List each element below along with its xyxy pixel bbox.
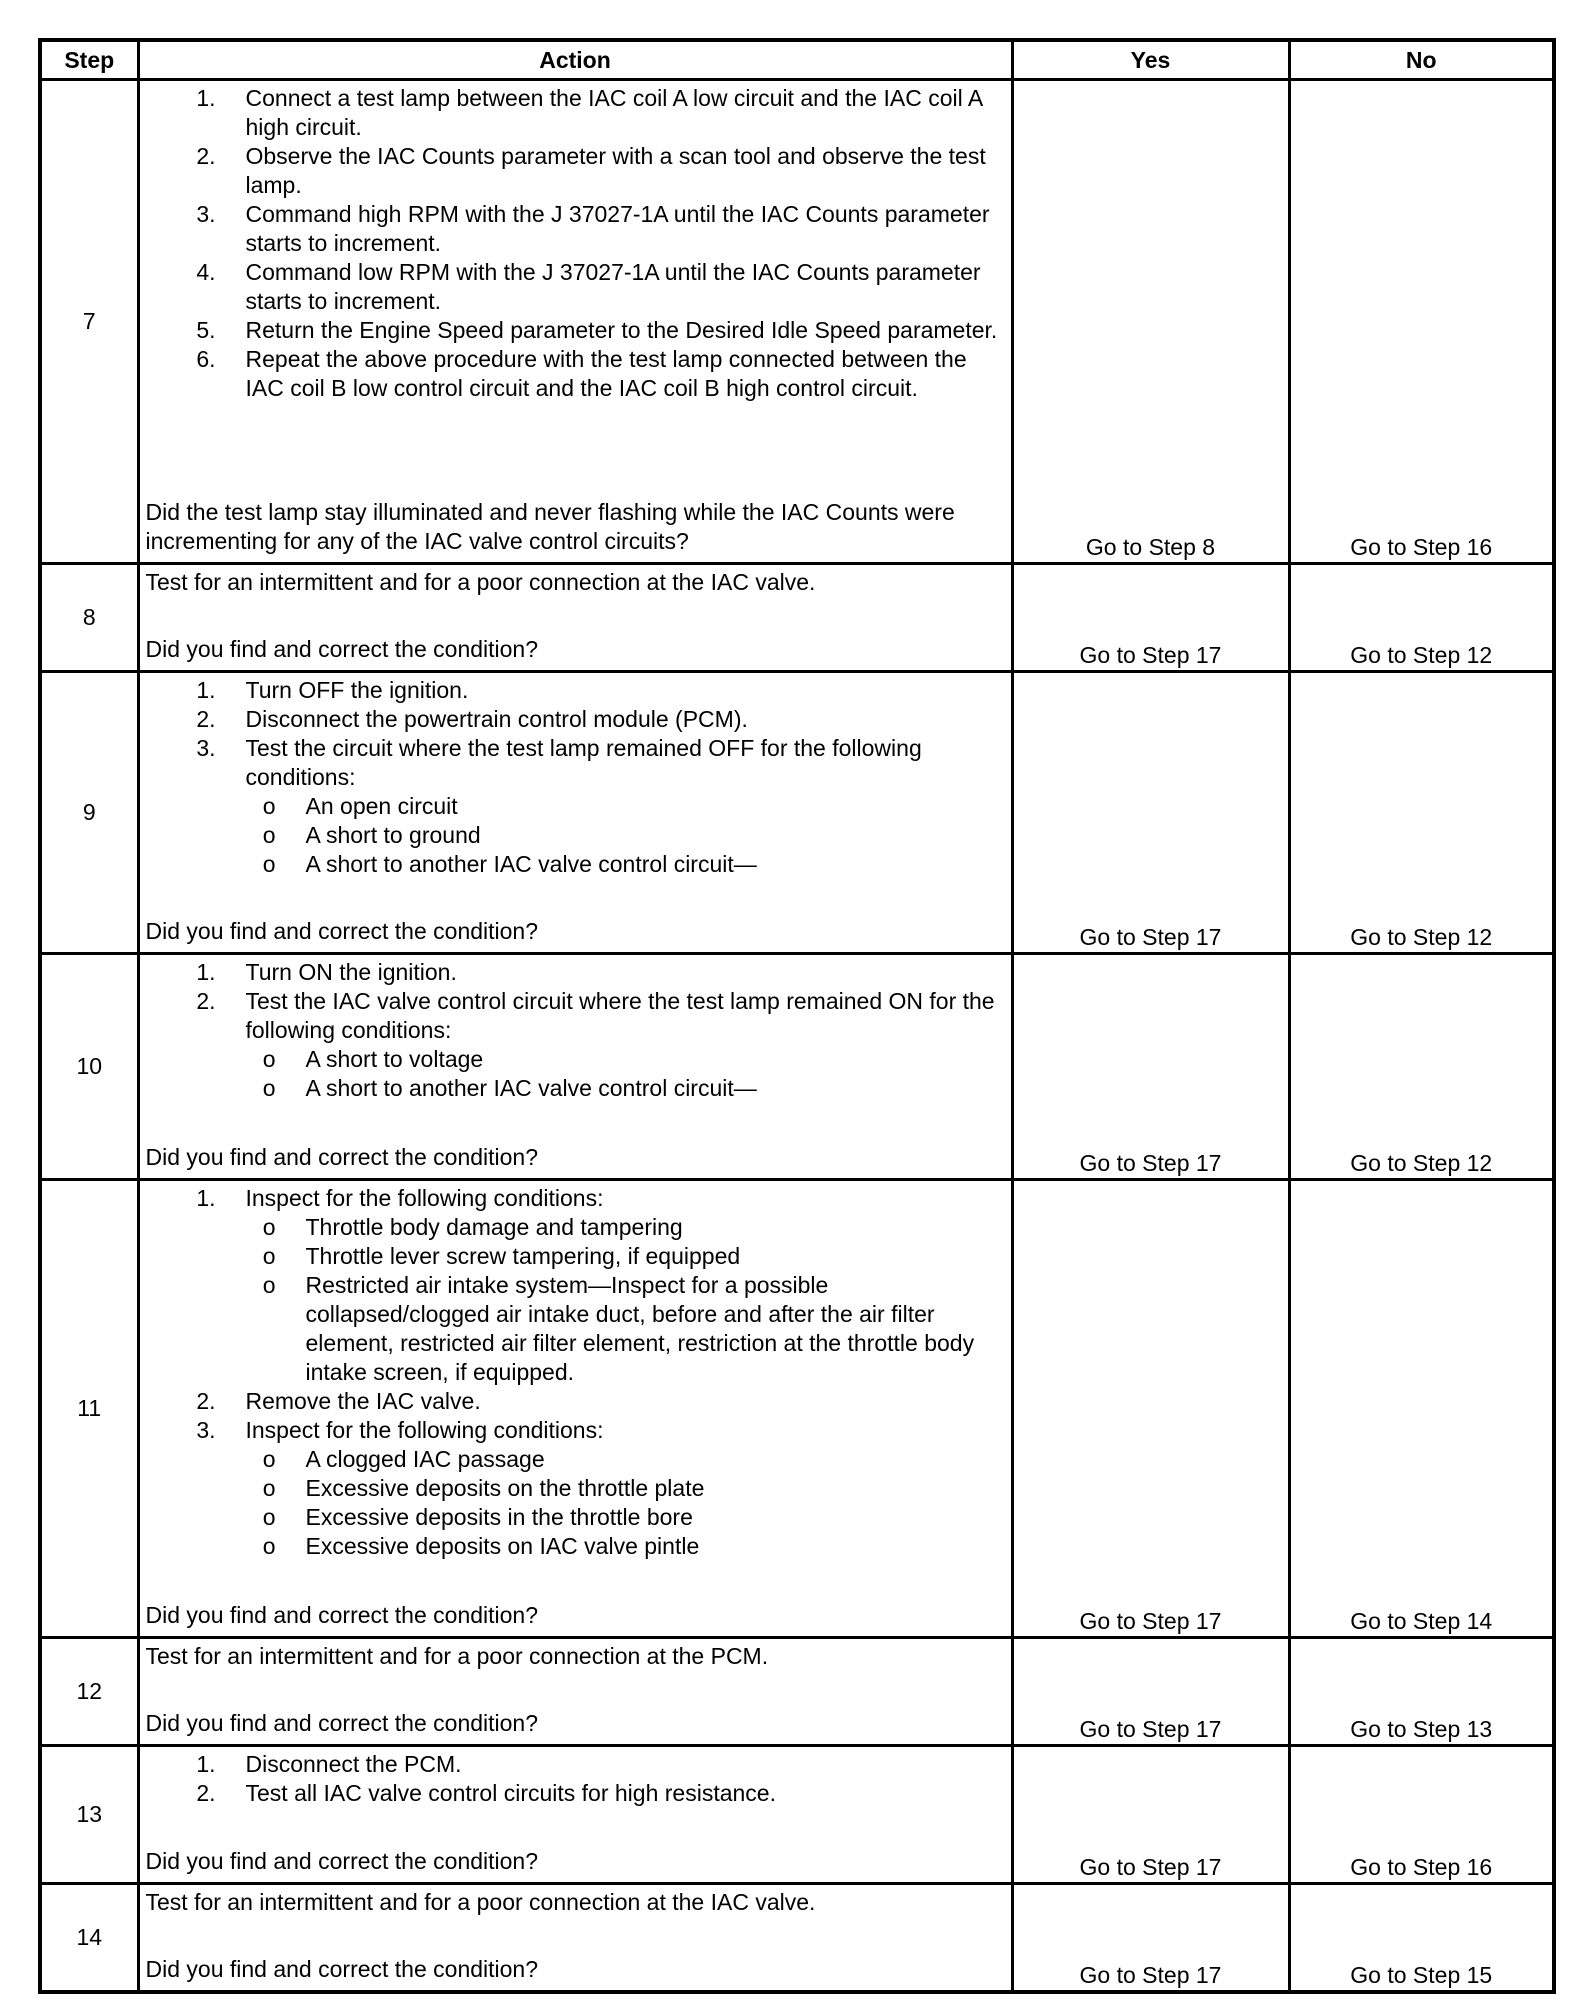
list-number: 1.: [196, 959, 216, 985]
sub-list-text: A short to voltage: [305, 1046, 484, 1072]
header-yes: Yes: [1012, 40, 1289, 80]
list-number: 5.: [196, 317, 216, 343]
action-intro: Test for an intermittent and for a poor connection at the PCM.: [145, 1643, 769, 1669]
header-row: [40, 40, 1554, 80]
sub-list-item: [146, 1045, 1005, 1074]
sub-list-text: Throttle lever screw tampering, if equipped: [305, 1243, 741, 1269]
list-number: 1.: [196, 85, 216, 111]
header-step: Step: [40, 40, 138, 80]
numbered-list: [146, 1184, 1005, 1561]
list-number: 4.: [196, 259, 216, 285]
table-row: [40, 1638, 1554, 1746]
step-number: 12: [40, 1638, 138, 1746]
action-question: Did you find and correct the condition?: [145, 636, 539, 662]
action-cell: [138, 1884, 1012, 1992]
list-number: 6.: [196, 346, 216, 372]
diagnostic-table-page: [38, 38, 1552, 1994]
bullet-marker: o: [262, 1046, 276, 1072]
action-cell: [138, 1180, 1012, 1638]
yes-result: Go to Step 17: [1012, 1180, 1289, 1638]
yes-result: Go to Step 17: [1012, 954, 1289, 1180]
action-intro: Test for an intermittent and for a poor connection at the IAC valve.: [145, 1889, 816, 1915]
action-cell: [138, 1746, 1012, 1884]
sub-list-item: [146, 1074, 1005, 1103]
list-number: 3.: [196, 735, 216, 761]
bullet-marker: o: [262, 1533, 276, 1559]
step-number: 7: [40, 80, 138, 564]
list-number: 2.: [196, 1388, 216, 1414]
list-text: Command low RPM with the J 37027-1A until the IAC Counts parameter starts to increment.: [245, 259, 981, 314]
action-question: Did you find and correct the condition?: [145, 1956, 539, 1982]
table-row: [40, 672, 1554, 954]
sub-list-text: A short to another IAC valve control circuit—: [305, 1075, 757, 1101]
bullet-marker: o: [262, 793, 276, 819]
action-question: Did you find and correct the condition?: [145, 1710, 539, 1736]
action-cell: [138, 1638, 1012, 1746]
sub-list-text: A clogged IAC passage: [305, 1446, 545, 1472]
table-row: [40, 1180, 1554, 1638]
list-text: Repeat the above procedure with the test lamp connected between the IAC coil B low control circuit and the IAC coil B high control circuit.: [245, 346, 967, 401]
action-content: [140, 1747, 1011, 1879]
list-number: 1.: [196, 1751, 216, 1777]
sub-list-text: Restricted air intake system—Inspect for a possible collapsed/clogged air intake duct, before and after the air filter element, restricted air filter element, restriction at the throttle body intake screen, if equipped.: [305, 1272, 975, 1385]
sub-list-item: [146, 1242, 1005, 1271]
list-item: [146, 200, 1005, 258]
bullet-marker: o: [262, 1075, 276, 1101]
list-item: [146, 1416, 1005, 1445]
list-text: Return the Engine Speed parameter to the Desired Idle Speed parameter.: [245, 317, 998, 343]
numbered-list: [146, 1750, 1005, 1808]
list-item: [146, 142, 1005, 200]
action-intro: Test for an intermittent and for a poor connection at the IAC valve.: [145, 569, 816, 595]
table-row: [40, 564, 1554, 672]
list-text: Disconnect the PCM.: [245, 1751, 462, 1777]
table-row: [40, 954, 1554, 1180]
action-question: Did the test lamp stay illuminated and never flashing while the IAC Counts were incrementing for any of the IAC valve control circuits?: [145, 499, 955, 554]
list-text: Test all IAC valve control circuits for high resistance.: [245, 1780, 776, 1806]
no-result: Go to Step 14: [1289, 1180, 1554, 1638]
list-text: Remove the IAC valve.: [245, 1388, 481, 1414]
sub-list-item: [146, 1445, 1005, 1474]
list-text: Test the circuit where the test lamp remained OFF for the following conditions:: [245, 735, 922, 790]
list-text: Inspect for the following conditions:: [245, 1185, 604, 1211]
sub-list-item: [146, 1213, 1005, 1242]
bullet-marker: o: [262, 1272, 276, 1298]
action-content: [140, 1885, 1011, 1987]
sub-list-text: Excessive deposits in the throttle bore: [305, 1504, 693, 1530]
action-question: Did you find and correct the condition?: [145, 1848, 539, 1874]
sub-list-item: [146, 792, 1005, 821]
list-text: Turn ON the ignition.: [245, 959, 457, 985]
sub-list-text: An open circuit: [305, 793, 458, 819]
bullet-marker: o: [262, 822, 276, 848]
bullet-marker: o: [262, 1214, 276, 1240]
sub-list-text: Throttle body damage and tampering: [305, 1214, 683, 1240]
action-content: [140, 1181, 1011, 1633]
sub-list-item: [146, 1503, 1005, 1532]
numbered-list: [146, 676, 1005, 879]
no-result: Go to Step 13: [1289, 1638, 1554, 1746]
action-cell: [138, 954, 1012, 1180]
list-number: 1.: [196, 1185, 216, 1211]
sub-list-text: A short to ground: [305, 822, 481, 848]
list-text: Test the IAC valve control circuit where the test lamp remained ON for the following conditions:: [245, 988, 995, 1043]
step-number: 8: [40, 564, 138, 672]
action-content: [140, 81, 1011, 559]
list-text: Turn OFF the ignition.: [245, 677, 469, 703]
step-number: 14: [40, 1884, 138, 1992]
yes-result: Go to Step 17: [1012, 1884, 1289, 1992]
table-row: [40, 1884, 1554, 1992]
no-result: Go to Step 16: [1289, 80, 1554, 564]
list-number: 2.: [196, 988, 216, 1014]
header-no: No: [1289, 40, 1554, 80]
list-item: [146, 734, 1005, 792]
bullet-marker: o: [262, 1243, 276, 1269]
action-cell: [138, 672, 1012, 954]
no-result: Go to Step 12: [1289, 564, 1554, 672]
action-content: [140, 673, 1011, 949]
list-item: [146, 1779, 1005, 1808]
list-text: Observe the IAC Counts parameter with a scan tool and observe the test lamp.: [245, 143, 986, 198]
no-result: Go to Step 12: [1289, 672, 1554, 954]
sub-list-item: [146, 850, 1005, 879]
list-item: [146, 345, 1005, 403]
list-item: [146, 1387, 1005, 1416]
sub-list-item: [146, 821, 1005, 850]
list-item: [146, 987, 1005, 1045]
yes-result: Go to Step 17: [1012, 564, 1289, 672]
sub-list-item: [146, 1474, 1005, 1503]
list-item: [146, 705, 1005, 734]
action-cell: [138, 80, 1012, 564]
step-number: 13: [40, 1746, 138, 1884]
sub-list-text: A short to another IAC valve control circuit—: [305, 851, 757, 877]
bullet-marker: o: [262, 851, 276, 877]
action-content: [140, 955, 1011, 1175]
yes-result: Go to Step 17: [1012, 1638, 1289, 1746]
bullet-marker: o: [262, 1475, 276, 1501]
action-question: Did you find and correct the condition?: [145, 918, 539, 944]
sub-list-item: [146, 1271, 1005, 1387]
list-item: [146, 316, 1005, 345]
yes-result: Go to Step 17: [1012, 1746, 1289, 1884]
table-row: [40, 80, 1554, 564]
action-cell: [138, 564, 1012, 672]
sub-list-text: Excessive deposits on IAC valve pintle: [305, 1533, 700, 1559]
no-result: Go to Step 12: [1289, 954, 1554, 1180]
list-text: Connect a test lamp between the IAC coil A low circuit and the IAC coil A high circuit.: [245, 85, 982, 140]
list-item: [146, 1750, 1005, 1779]
no-result: Go to Step 15: [1289, 1884, 1554, 1992]
list-number: 1.: [196, 677, 216, 703]
list-item: [146, 958, 1005, 987]
bullet-marker: o: [262, 1446, 276, 1472]
list-number: 2.: [196, 143, 216, 169]
list-number: 3.: [196, 201, 216, 227]
numbered-list: [146, 84, 1005, 403]
list-number: 3.: [196, 1417, 216, 1443]
yes-result: Go to Step 17: [1012, 672, 1289, 954]
diagnostic-table: [38, 38, 1556, 1994]
numbered-list: [146, 958, 1005, 1103]
list-text: Inspect for the following conditions:: [245, 1417, 604, 1443]
list-item: [146, 676, 1005, 705]
list-item: [146, 1184, 1005, 1213]
header-action: Action: [138, 40, 1012, 80]
bullet-marker: o: [262, 1504, 276, 1530]
list-item: [146, 258, 1005, 316]
no-result: Go to Step 16: [1289, 1746, 1554, 1884]
action-question: Did you find and correct the condition?: [145, 1602, 539, 1628]
sub-list-item: [146, 1532, 1005, 1561]
list-number: 2.: [196, 1780, 216, 1806]
action-content: [140, 565, 1011, 667]
list-number: 2.: [196, 706, 216, 732]
list-text: Disconnect the powertrain control module (PCM).: [245, 706, 748, 732]
list-text: Command high RPM with the J 37027-1A until the IAC Counts parameter starts to increment.: [245, 201, 990, 256]
step-number: 10: [40, 954, 138, 1180]
action-content: [140, 1639, 1011, 1741]
yes-result: Go to Step 8: [1012, 80, 1289, 564]
table-row: [40, 1746, 1554, 1884]
step-number: 9: [40, 672, 138, 954]
action-question: Did you find and correct the condition?: [145, 1144, 539, 1170]
sub-list-text: Excessive deposits on the throttle plate: [305, 1475, 705, 1501]
step-number: 11: [40, 1180, 138, 1638]
list-item: [146, 84, 1005, 142]
